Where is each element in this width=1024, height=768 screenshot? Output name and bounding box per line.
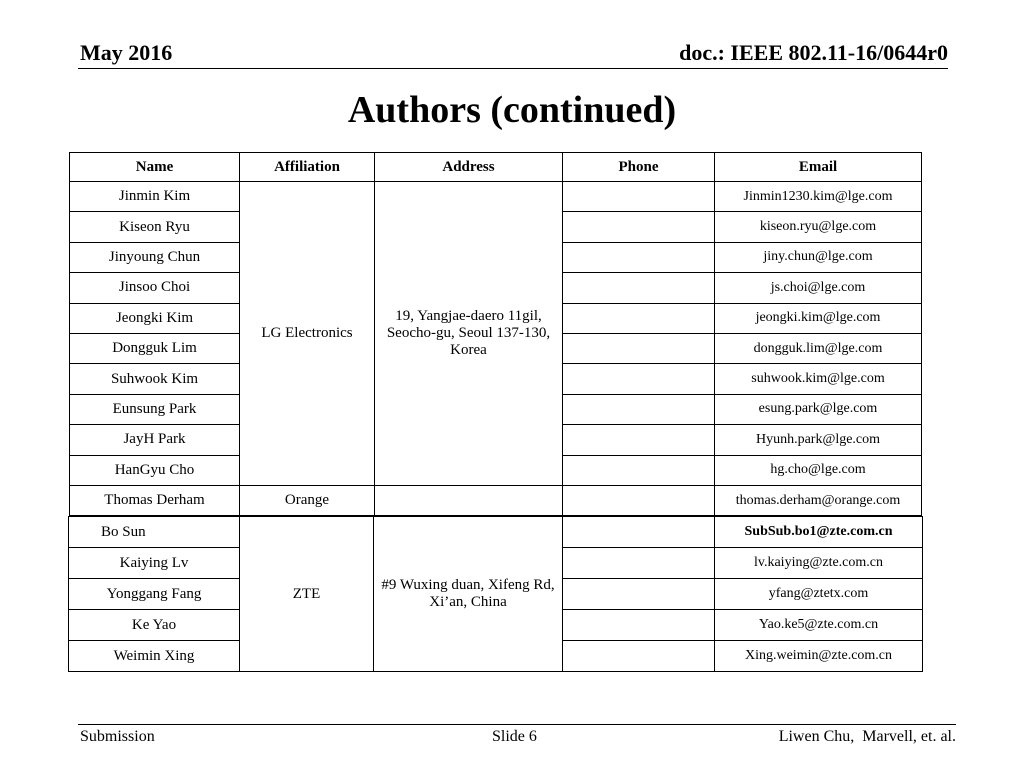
author-name: Jinsoo Choi — [70, 273, 240, 303]
authors-table — [69, 152, 922, 516]
footer-authors: Liwen Chu, Marvell, et. al. — [778, 728, 956, 745]
phone-cell — [563, 579, 715, 610]
phone-cell — [563, 517, 715, 548]
author-name: Weimin Xing — [69, 641, 240, 672]
author-email: SubSub.bo1@zte.com.cn — [715, 517, 923, 548]
author-email: js.choi@lge.com — [715, 273, 922, 303]
col-header-phone: Phone — [563, 153, 715, 182]
author-name: Jeongki Kim — [70, 303, 240, 333]
author-email: thomas.derham@orange.com — [715, 485, 922, 515]
phone-cell — [563, 182, 715, 212]
author-name: Bo Sun — [69, 517, 240, 548]
author-email: esung.park@lge.com — [715, 394, 922, 424]
phone-cell — [563, 548, 715, 579]
author-name: Eunsung Park — [70, 394, 240, 424]
author-email: dongguk.lim@lge.com — [715, 333, 922, 363]
col-header-address: Address — [375, 153, 563, 182]
author-email: lv.kaiying@zte.com.cn — [715, 548, 923, 579]
author-name: Jinyoung Chun — [70, 242, 240, 272]
author-name: Kaiying Lv — [69, 548, 240, 579]
author-email: Yao.ke5@zte.com.cn — [715, 610, 923, 641]
footer-divider — [78, 724, 956, 725]
author-email: hg.cho@lge.com — [715, 455, 922, 485]
phone-cell — [563, 425, 715, 455]
author-email: Hyunh.park@lge.com — [715, 425, 922, 455]
phone-cell — [563, 303, 715, 333]
col-header-affiliation: Affiliation — [240, 153, 375, 182]
col-header-email: Email — [715, 153, 922, 182]
phone-cell — [563, 273, 715, 303]
author-email: Jinmin1230.kim@lge.com — [715, 182, 922, 212]
author-name: Yonggang Fang — [69, 579, 240, 610]
author-name: HanGyu Cho — [70, 455, 240, 485]
table-row — [70, 182, 922, 212]
phone-cell — [563, 610, 715, 641]
header-doc-id: doc.: IEEE 802.11-16/0644r0 — [679, 40, 948, 65]
slide-title: Authors (continued) — [347, 89, 677, 131]
footer-submission: Submission — [80, 728, 155, 745]
table-row — [69, 517, 923, 548]
author-name: Ke Yao — [69, 610, 240, 641]
header-divider — [78, 68, 948, 69]
author-name: Jinmin Kim — [70, 182, 240, 212]
address-lg: 19, Yangjae-daero 11gil, Seocho-gu, Seoul 137-130, Korea — [375, 182, 563, 486]
affiliation-lg: LG Electronics — [240, 182, 375, 486]
phone-cell — [563, 394, 715, 424]
author-email: yfang@ztetx.com — [715, 579, 923, 610]
phone-cell — [563, 333, 715, 363]
col-header-name: Name — [70, 153, 240, 182]
affiliation-zte: ZTE — [240, 517, 374, 672]
phone-cell — [563, 455, 715, 485]
table-row — [70, 485, 922, 515]
author-name: Suhwook Kim — [70, 364, 240, 394]
author-name: Thomas Derham — [70, 485, 240, 515]
address-cell — [375, 485, 563, 515]
affiliation-orange: Orange — [240, 485, 375, 515]
author-name: JayH Park — [70, 425, 240, 455]
address-zte: #9 Wuxing duan, Xifeng Rd, Xi’an, China — [374, 517, 563, 672]
phone-cell — [563, 364, 715, 394]
phone-cell — [563, 485, 715, 515]
author-email: jiny.chun@lge.com — [715, 242, 922, 272]
author-email: Xing.weimin@zte.com.cn — [715, 641, 923, 672]
author-email: kiseon.ryu@lge.com — [715, 212, 922, 242]
author-email: jeongki.kim@lge.com — [715, 303, 922, 333]
author-email: suhwook.kim@lge.com — [715, 364, 922, 394]
phone-cell — [563, 242, 715, 272]
table-header-row — [70, 153, 922, 182]
author-name: Kiseon Ryu — [70, 212, 240, 242]
author-name: Dongguk Lim — [70, 333, 240, 363]
footer-slide-number: Slide 6 — [492, 728, 537, 745]
phone-cell — [563, 641, 715, 672]
authors-table-zte — [68, 516, 923, 672]
header-date: May 2016 — [80, 40, 173, 65]
phone-cell — [563, 212, 715, 242]
